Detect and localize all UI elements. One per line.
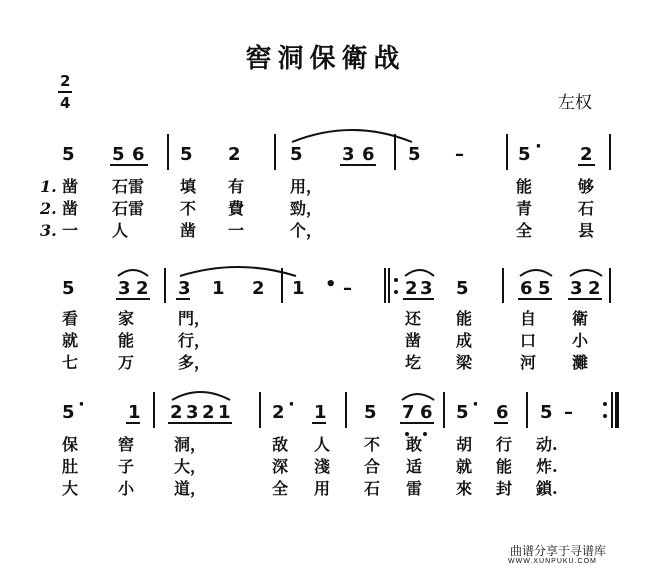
svg-text:2: 2 — [228, 144, 241, 165]
svg-text:人: 人 — [314, 435, 331, 454]
svg-text:炸.: 炸. — [536, 457, 558, 476]
svg-text:肚: 肚 — [62, 457, 79, 476]
row-3-lyrics — [62, 435, 558, 499]
svg-text:敌: 敌 — [272, 435, 289, 454]
svg-text:行，: 行， — [178, 331, 211, 350]
svg-text:小: 小 — [572, 331, 589, 350]
svg-text:門，: 門， — [178, 309, 211, 328]
svg-text:3: 3 — [342, 144, 355, 165]
svg-text:5: 5 — [62, 144, 75, 165]
footer-url: WWW.XUNPUKU.COM — [508, 558, 597, 565]
svg-text:3: 3 — [420, 278, 433, 299]
svg-text:有: 有 — [228, 177, 245, 196]
svg-text:凿: 凿 — [62, 199, 79, 218]
svg-text:用: 用 — [314, 479, 331, 498]
svg-text:1: 1 — [212, 278, 225, 299]
svg-text:石: 石 — [364, 479, 381, 498]
svg-text:口: 口 — [520, 331, 537, 350]
svg-text:3.: 3. — [40, 221, 57, 240]
svg-text:小: 小 — [118, 479, 135, 498]
svg-text:5: 5 — [518, 144, 531, 165]
svg-text:七: 七 — [62, 353, 79, 372]
svg-text:凿: 凿 — [62, 177, 79, 196]
svg-text:1: 1 — [292, 278, 305, 299]
svg-text:–: – — [564, 402, 573, 423]
svg-text:5: 5 — [112, 144, 125, 165]
svg-text:保: 保 — [62, 435, 79, 454]
svg-text:2: 2 — [580, 144, 593, 165]
svg-text:·: · — [535, 136, 542, 157]
svg-text:2: 2 — [405, 278, 418, 299]
svg-text:6: 6 — [362, 144, 375, 165]
svg-text:5: 5 — [290, 144, 303, 165]
svg-text:就: 就 — [456, 457, 473, 476]
staff-row-3 — [62, 394, 573, 423]
svg-text:5: 5 — [180, 144, 193, 165]
svg-text:3: 3 — [186, 402, 199, 423]
svg-text:能: 能 — [496, 457, 513, 476]
staff-row-2 — [62, 274, 601, 299]
svg-text:–: – — [343, 278, 352, 299]
svg-text:2: 2 — [588, 278, 601, 299]
svg-text:敢: 敢 — [406, 435, 423, 454]
svg-text:石: 石 — [578, 199, 595, 218]
svg-text:深: 深 — [272, 457, 289, 476]
song-title: 窖洞保衛战 — [245, 44, 406, 74]
svg-text:梁: 梁 — [456, 353, 473, 372]
svg-text:河: 河 — [520, 353, 537, 372]
svg-text:不: 不 — [364, 435, 381, 454]
svg-text:2: 2 — [136, 278, 149, 299]
svg-text:6: 6 — [496, 402, 509, 423]
svg-text:凿: 凿 — [180, 221, 197, 240]
svg-text:一: 一 — [62, 221, 79, 240]
svg-text:全: 全 — [272, 479, 289, 498]
svg-text:填: 填 — [180, 177, 197, 196]
svg-text:人: 人 — [112, 221, 129, 240]
svg-text:灘: 灘 — [572, 353, 589, 372]
watermark-footer — [470, 540, 651, 571]
svg-text:用，: 用， — [290, 177, 323, 196]
repeat-dots-end — [603, 402, 607, 418]
svg-text:县: 县 — [578, 221, 595, 240]
svg-text:1.: 1. — [40, 177, 57, 196]
svg-text:个，: 个， — [290, 221, 323, 240]
svg-text:动.: 动. — [536, 435, 558, 454]
svg-text:窖: 窖 — [118, 435, 135, 454]
svg-text:5: 5 — [540, 402, 553, 423]
svg-text:石雷: 石雷 — [112, 177, 145, 196]
svg-text:大，: 大， — [174, 457, 207, 476]
svg-text:能: 能 — [118, 331, 135, 350]
svg-text:5: 5 — [456, 278, 469, 299]
svg-text:3: 3 — [570, 278, 583, 299]
svg-text:万: 万 — [118, 353, 135, 372]
svg-text:5: 5 — [364, 402, 377, 423]
svg-text:2: 2 — [252, 278, 265, 299]
staff-row-1 — [62, 136, 593, 165]
svg-text:–: – — [455, 144, 464, 165]
svg-text:7: 7 — [402, 402, 415, 423]
svg-text:看: 看 — [62, 309, 79, 328]
repeat-dots-start — [394, 278, 398, 294]
svg-text:•: • — [325, 274, 337, 295]
svg-text:1: 1 — [314, 402, 327, 423]
svg-text:多，: 多， — [178, 353, 211, 372]
composer: 左权 — [558, 93, 592, 113]
svg-text:衛: 衛 — [572, 309, 589, 328]
svg-text:淺: 淺 — [314, 457, 331, 476]
svg-text:道，: 道， — [174, 479, 207, 498]
row-2-lyrics — [62, 309, 589, 373]
svg-text:5: 5 — [62, 278, 75, 299]
svg-text:鎖.: 鎖. — [536, 479, 558, 498]
svg-text:凿: 凿 — [405, 331, 422, 350]
svg-text:5: 5 — [62, 402, 75, 423]
svg-text:不: 不 — [180, 199, 197, 218]
svg-text:石雷: 石雷 — [112, 199, 145, 218]
svg-text:一: 一 — [228, 221, 245, 240]
svg-text:合: 合 — [364, 457, 381, 476]
svg-text:2: 2 — [170, 402, 183, 423]
svg-text:2.: 2. — [40, 199, 57, 218]
svg-text:6: 6 — [420, 402, 433, 423]
svg-text:來: 來 — [456, 479, 473, 498]
svg-text:·: · — [472, 394, 479, 415]
svg-text:封: 封 — [496, 479, 513, 498]
svg-text:能: 能 — [456, 309, 473, 328]
svg-text:青: 青 — [516, 199, 533, 218]
svg-text:5: 5 — [456, 402, 469, 423]
svg-text:行: 行 — [496, 435, 513, 454]
svg-text:能: 能 — [516, 177, 533, 196]
svg-text:子: 子 — [118, 457, 135, 476]
svg-text:成: 成 — [456, 331, 473, 350]
svg-text:全: 全 — [516, 221, 533, 240]
svg-text:胡: 胡 — [456, 435, 473, 454]
svg-text:大: 大 — [62, 479, 79, 498]
svg-text:就: 就 — [62, 331, 79, 350]
row-1-lyrics — [39, 177, 595, 241]
svg-text:还: 还 — [405, 309, 422, 328]
svg-text:2: 2 — [202, 402, 215, 423]
svg-text:3: 3 — [178, 278, 191, 299]
footer-site-name: 曲谱分享于寻谱库 — [510, 544, 607, 558]
svg-text:自: 自 — [520, 309, 537, 328]
svg-text:3: 3 — [118, 278, 131, 299]
svg-text:家: 家 — [118, 309, 135, 328]
svg-text:·: · — [78, 394, 85, 415]
svg-text:6: 6 — [132, 144, 145, 165]
svg-text:6: 6 — [520, 278, 533, 299]
svg-text:1: 1 — [128, 402, 141, 423]
svg-text:費: 費 — [228, 199, 245, 218]
svg-text:1: 1 — [218, 402, 231, 423]
time-signature-top: 2 — [60, 72, 71, 90]
svg-text:5: 5 — [408, 144, 421, 165]
svg-text:圪: 圪 — [405, 353, 422, 372]
svg-text:2: 2 — [272, 402, 285, 423]
time-signature-bottom: 4 — [60, 94, 71, 112]
svg-text:够: 够 — [578, 177, 595, 196]
svg-text:5: 5 — [538, 278, 551, 299]
svg-text:雷: 雷 — [406, 479, 423, 498]
svg-text:洞，: 洞， — [174, 435, 207, 454]
svg-text:·: · — [288, 394, 295, 415]
svg-text:适: 适 — [406, 457, 423, 476]
svg-text:勁，: 勁， — [290, 199, 323, 218]
